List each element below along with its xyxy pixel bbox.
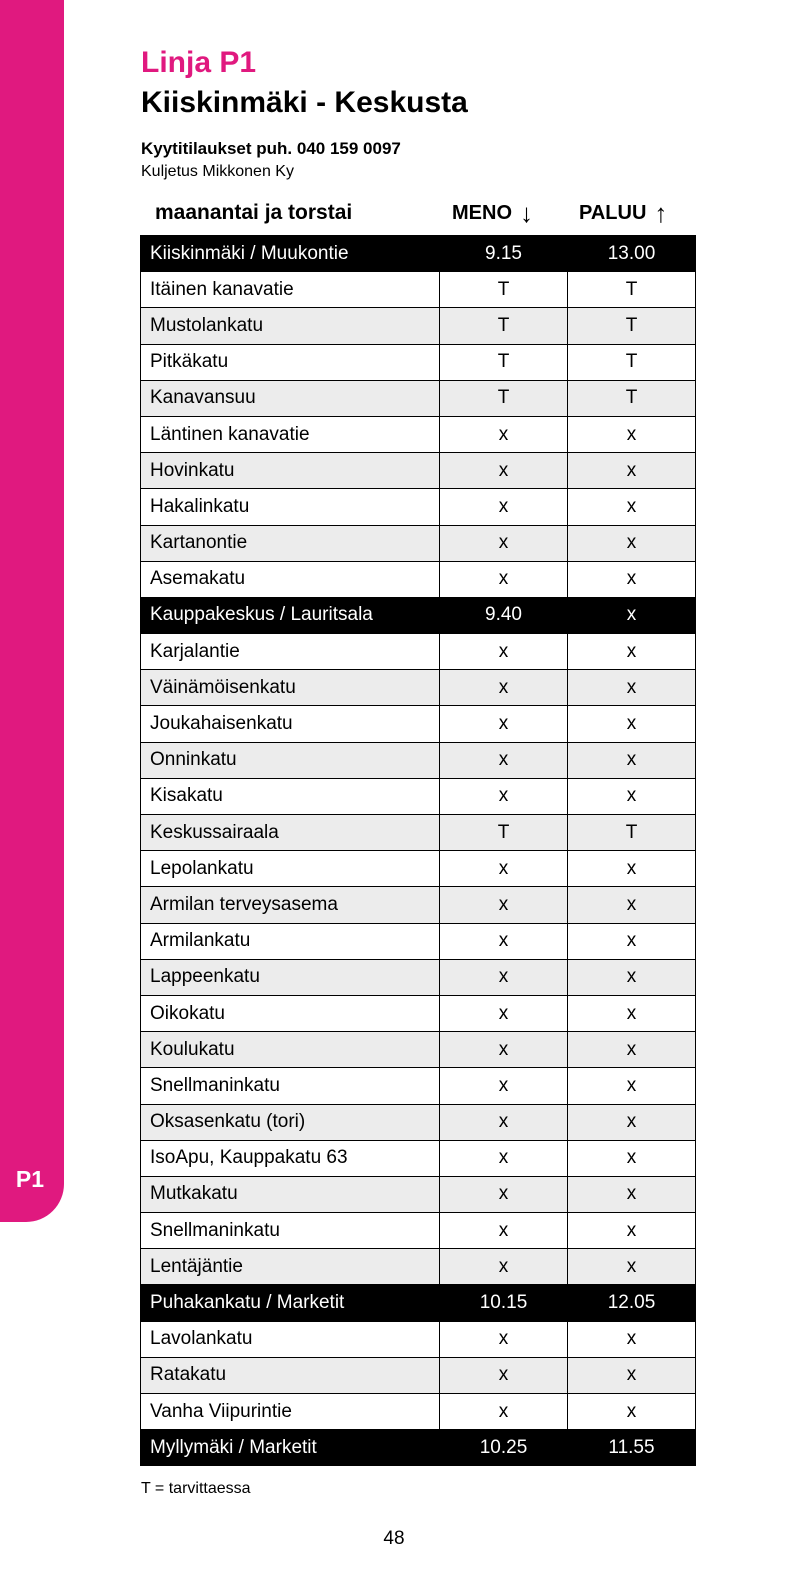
stop-name: Kiiskinmäki / Muukontie: [141, 236, 440, 272]
paluu-label: PALUU: [579, 202, 647, 224]
arrow-up-icon: ↑: [654, 198, 668, 228]
timetable-row: [141, 561, 696, 597]
stop-name: Armilankatu: [141, 923, 440, 959]
meno-time: x: [440, 489, 568, 525]
paluu-time: x: [568, 959, 696, 995]
paluu-time: x: [568, 995, 696, 1031]
paluu-time: x: [568, 634, 696, 670]
paluu-time: x: [568, 1140, 696, 1176]
paluu-time: T: [568, 344, 696, 380]
paluu-time: 12.05: [568, 1285, 696, 1321]
meno-time: x: [440, 1249, 568, 1285]
timetable-row: [141, 344, 696, 380]
meno-time: T: [440, 308, 568, 344]
timetable-row: [141, 742, 696, 778]
meno-time: x: [440, 742, 568, 778]
operator-name: Kuljetus Mikkonen Ky: [141, 163, 294, 180]
timetable-row-major: [141, 1285, 696, 1321]
meno-time: x: [440, 634, 568, 670]
paluu-time: x: [568, 923, 696, 959]
paluu-time: x: [568, 416, 696, 452]
meno-time: 10.25: [440, 1430, 568, 1466]
paluu-time: x: [568, 778, 696, 814]
meno-time: T: [440, 272, 568, 308]
paluu-time: x: [568, 1176, 696, 1212]
stop-name: Asemakatu: [141, 561, 440, 597]
meno-time: x: [440, 1357, 568, 1393]
timetable-row-major: [141, 597, 696, 633]
stop-name: Kauppakeskus / Lauritsala: [141, 597, 440, 633]
meno-time: x: [440, 1176, 568, 1212]
stop-name: Lentäjäntie: [141, 1249, 440, 1285]
timetable-row: [141, 1140, 696, 1176]
timetable-row: [141, 1394, 696, 1430]
timetable-row: [141, 1176, 696, 1212]
route-name: Kiiskinmäki - Keskusta: [141, 86, 468, 119]
timetable-row: [141, 995, 696, 1031]
paluu-time: x: [568, 489, 696, 525]
meno-time: x: [440, 1394, 568, 1430]
timetable-row: [141, 489, 696, 525]
meno-time: x: [440, 1321, 568, 1357]
stop-name: Snellmaninkatu: [141, 1068, 440, 1104]
meno-time: x: [440, 887, 568, 923]
paluu-time: x: [568, 1032, 696, 1068]
stop-name: Kanavansuu: [141, 380, 440, 416]
paluu-time: x: [568, 597, 696, 633]
meno-time: x: [440, 525, 568, 561]
stop-name: Joukahaisenkatu: [141, 706, 440, 742]
paluu-time: 11.55: [568, 1430, 696, 1466]
timetable-row-major: [141, 1430, 696, 1466]
stop-name: Hakalinkatu: [141, 489, 440, 525]
meno-time: x: [440, 670, 568, 706]
timetable-row: [141, 380, 696, 416]
stop-name: Lavolankatu: [141, 1321, 440, 1357]
paluu-time: x: [568, 561, 696, 597]
stop-name: Kartanontie: [141, 525, 440, 561]
timetable-row: [141, 923, 696, 959]
booking-phone: Kyytitilaukset puh. 040 159 0097: [141, 139, 401, 158]
meno-time: x: [440, 851, 568, 887]
stop-name: Väinämöisenkatu: [141, 670, 440, 706]
timetable-row: [141, 525, 696, 561]
meno-time: T: [440, 380, 568, 416]
stop-name: Keskussairaala: [141, 815, 440, 851]
stop-name: Hovinkatu: [141, 453, 440, 489]
meno-time: 9.40: [440, 597, 568, 633]
sidebar-tab: [0, 0, 64, 1222]
stop-name: Kisakatu: [141, 778, 440, 814]
paluu-time: x: [568, 1213, 696, 1249]
arrow-down-icon: ↓: [520, 198, 533, 228]
paluu-time: 13.00: [568, 236, 696, 272]
paluu-time: T: [568, 815, 696, 851]
meno-time: x: [440, 1104, 568, 1140]
meno-time: 10.15: [440, 1285, 568, 1321]
timetable-row: [141, 453, 696, 489]
paluu-time: T: [568, 380, 696, 416]
meno-time: T: [440, 815, 568, 851]
timetable-row: [141, 670, 696, 706]
stop-name: Onninkatu: [141, 742, 440, 778]
meno-time: x: [440, 416, 568, 452]
paluu-time: x: [568, 1321, 696, 1357]
timetable-row: [141, 1068, 696, 1104]
stop-name: Snellmaninkatu: [141, 1213, 440, 1249]
stop-name: Koulukatu: [141, 1032, 440, 1068]
paluu-time: x: [568, 742, 696, 778]
timetable-row: [141, 851, 696, 887]
timetable-row: [141, 1032, 696, 1068]
meno-time: x: [440, 1068, 568, 1104]
sidebar-label: P1: [15, 1166, 45, 1192]
meno-time: T: [440, 344, 568, 380]
timetable-row: [141, 1357, 696, 1393]
stop-name: Myllymäki / Marketit: [141, 1430, 440, 1466]
timetable-row: [141, 778, 696, 814]
meno-time: x: [440, 778, 568, 814]
meno-column-header: [452, 199, 533, 227]
paluu-time: x: [568, 706, 696, 742]
paluu-time: x: [568, 887, 696, 923]
service-days: maanantai ja torstai: [155, 201, 353, 224]
timetable-row: [141, 634, 696, 670]
meno-time: x: [440, 1140, 568, 1176]
paluu-time: x: [568, 525, 696, 561]
stop-name: Karjalantie: [141, 634, 440, 670]
stop-name: Läntinen kanavatie: [141, 416, 440, 452]
timetable-row: [141, 706, 696, 742]
paluu-time: x: [568, 1104, 696, 1140]
meno-time: x: [440, 995, 568, 1031]
stop-name: Pitkäkatu: [141, 344, 440, 380]
paluu-time: x: [568, 1357, 696, 1393]
stop-name: Mustolankatu: [141, 308, 440, 344]
timetable-row: [141, 308, 696, 344]
stop-name: Ratakatu: [141, 1357, 440, 1393]
timetable-row-major: [141, 236, 696, 272]
stop-name: Puhakankatu / Marketit: [141, 1285, 440, 1321]
meno-time: x: [440, 1032, 568, 1068]
paluu-time: T: [568, 308, 696, 344]
timetable-row: [141, 887, 696, 923]
timetable-row: [141, 1249, 696, 1285]
meno-time: 9.15: [440, 236, 568, 272]
timetable-row: [141, 416, 696, 452]
meno-time: x: [440, 453, 568, 489]
paluu-time: x: [568, 1068, 696, 1104]
paluu-column-header: [579, 199, 667, 227]
meno-label: MENO: [452, 202, 512, 224]
stop-name: Vanha Viipurintie: [141, 1394, 440, 1430]
paluu-time: T: [568, 272, 696, 308]
stop-name: Oikokatu: [141, 995, 440, 1031]
paluu-time: x: [568, 670, 696, 706]
timetable-row: [141, 959, 696, 995]
meno-time: x: [440, 561, 568, 597]
stop-name: IsoApu, Kauppakatu 63: [141, 1140, 440, 1176]
paluu-time: x: [568, 1249, 696, 1285]
timetable-row: [141, 1104, 696, 1140]
timetable-row: [141, 272, 696, 308]
meno-time: x: [440, 1213, 568, 1249]
stop-name: Lepolankatu: [141, 851, 440, 887]
stop-name: Oksasenkatu (tori): [141, 1104, 440, 1140]
footnote: T = tarvittaessa: [141, 1480, 251, 1497]
meno-time: x: [440, 706, 568, 742]
paluu-time: x: [568, 453, 696, 489]
meno-time: x: [440, 923, 568, 959]
paluu-time: x: [568, 851, 696, 887]
timetable-row: [141, 815, 696, 851]
timetable-row: [141, 1213, 696, 1249]
page-number: 48: [383, 1528, 405, 1549]
stop-name: Lappeenkatu: [141, 959, 440, 995]
stop-name: Armilan terveysasema: [141, 887, 440, 923]
stop-name: Mutkakatu: [141, 1176, 440, 1212]
timetable-row: [141, 1321, 696, 1357]
stop-name: Itäinen kanavatie: [141, 272, 440, 308]
timetable: [140, 235, 696, 1466]
meno-time: x: [440, 959, 568, 995]
paluu-time: x: [568, 1394, 696, 1430]
line-title: Linja P1: [141, 46, 257, 79]
